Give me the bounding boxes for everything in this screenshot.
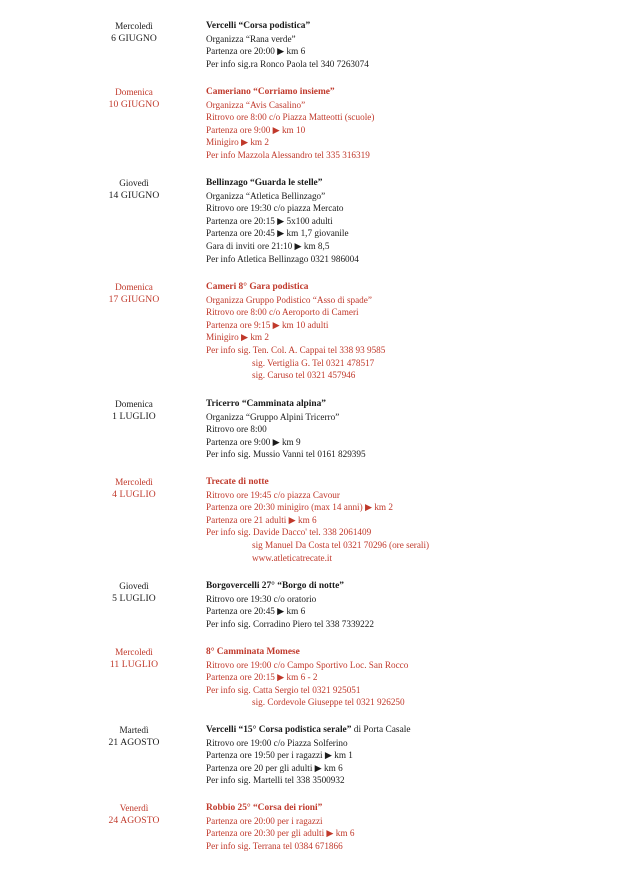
event-info-line: Ritrovo ore 19:00 c/o Campo Sportivo Loc. San Rocco <box>206 659 409 670</box>
event-details <box>206 476 606 564</box>
event-info-line: Per info sig. Mussio Vanni tel 0161 829395 <box>206 449 366 460</box>
event-title: Vercelli “Corsa podistica” <box>206 21 311 31</box>
event-info-line: Gara di inviti ore 21:10 ▶ km 8,5 <box>206 240 330 251</box>
event-info-line: Partenza ore 9:00 ▶ km 10 <box>206 124 306 135</box>
event-info-line: Partenza ore 20:00 per i ragazzi <box>206 815 323 826</box>
event-contact-line: sig Manuel Da Costa tel 0321 70296 (ore serali) <box>252 539 430 550</box>
event-weekday: Domenica <box>115 399 153 409</box>
event-details <box>206 86 606 162</box>
event-info-line: Per info Mazzola Alessandro tel 335 316319 <box>206 149 370 160</box>
event-info-line: Ritrovo ore 19:45 c/o piazza Cavour <box>206 489 340 500</box>
event-info-line: Partenza ore 20:45 ▶ km 1,7 giovanile <box>206 228 349 239</box>
event-day-month: 6 GIUGNO <box>111 32 157 44</box>
event-weekday: Venerdì <box>119 803 149 813</box>
event-details <box>206 177 606 265</box>
event-info-line: Ritrovo ore 19:00 c/o Piazza Solferino <box>206 737 348 748</box>
event-day-month: 1 LUGLIO <box>112 410 156 422</box>
event-info-line: Per info sig. Ten. Col. A. Cappai tel 338 93 9585 <box>206 344 386 355</box>
event-title: Cameriano “Corriamo insieme” <box>206 87 335 97</box>
event-contact-line: sig. Vertiglia G. Tel 0321 478517 <box>252 357 375 368</box>
event-weekday: Mercoledì <box>115 21 153 31</box>
event-title: Tricerro “Camminata alpina” <box>206 399 326 409</box>
event-day-month: 10 GIUGNO <box>108 98 160 110</box>
event-info-line: Partenza ore 21 adulti ▶ km 6 <box>206 514 317 525</box>
event-info-line: Partenza ore 20:45 ▶ km 6 <box>206 606 306 617</box>
event-info-line: Partenza ore 20:00 ▶ km 6 <box>206 46 306 57</box>
event-info-line: Partenza ore 9:00 ▶ km 9 <box>206 436 301 447</box>
event-date <box>80 281 188 306</box>
event-weekday: Mercoledì <box>115 647 153 657</box>
event-day-month: 21 AGOSTO <box>108 736 160 748</box>
event-contact-line: sig. Cordevole Giuseppe tel 0321 926250 <box>252 697 405 708</box>
event-title: Robbio 25° “Corsa dei rioni” <box>206 803 323 813</box>
event-info-line: Per info sig. Davide Dacco' tel. 338 2061409 <box>206 527 372 538</box>
event-info-line: Ritrovo ore 8:00 <box>206 424 267 435</box>
event-date <box>80 802 188 827</box>
event-info-line: Organizza “Avis Casalino” <box>206 99 306 110</box>
event-info-line: Partenza ore 20:30 minigiro (max 14 anni) ▶ km 2 <box>206 502 393 513</box>
event-title-main: Vercelli “15° Corsa podistica serale” <box>206 725 352 735</box>
event-info-line: Partenza ore 20:30 per gli adulti ▶ km 6 <box>206 828 355 839</box>
event-info-line: Per info sig. Catta Sergio tel 0321 925051 <box>206 684 361 695</box>
event-info-line: Partenza ore 20 per gli adulti ▶ km 6 <box>206 762 343 773</box>
event-website-link[interactable]: www.atleticatrecate.it <box>252 552 333 563</box>
event-info-line: Ritrovo ore 8:00 c/o Piazza Matteotti (scuole) <box>206 112 375 123</box>
event-info-line: Per info sig. Martelli tel 338 3500932 <box>206 775 345 786</box>
event-weekday: Domenica <box>115 282 153 292</box>
event-title: Borgovercelli 27° “Borgo di notte” <box>206 581 344 591</box>
event-date <box>80 20 188 45</box>
event-day-month: 24 AGOSTO <box>108 814 160 826</box>
event-date <box>80 398 188 423</box>
event-day-month: 5 LUGLIO <box>112 592 156 604</box>
event-info-line: Organizza “Gruppo Alpini Tricerro” <box>206 411 340 422</box>
event-info-line: Minigiro ▶ km 2 <box>206 332 269 343</box>
event-info-line: Ritrovo ore 8:00 c/o Aeroporto di Cameri <box>206 307 359 318</box>
event-date <box>80 177 188 202</box>
event-info-line: Per info sig. Corradino Piero tel 338 7339222 <box>206 618 374 629</box>
event-weekday: Domenica <box>115 87 153 97</box>
event-details <box>206 20 606 70</box>
event-info-line: Partenza ore 20:15 ▶ km 6 - 2 <box>206 672 318 683</box>
event-day-month: 14 GIUGNO <box>108 189 160 201</box>
event-info-line: Partenza ore 9:15 ▶ km 10 adulti <box>206 319 329 330</box>
event-details <box>206 802 606 852</box>
event-info-line: Organizza “Atletica Bellinzago” <box>206 190 326 201</box>
event-date <box>80 86 188 111</box>
event-date <box>80 646 188 671</box>
event-details <box>206 281 606 382</box>
event-day-month: 4 LUGLIO <box>112 488 156 500</box>
event-title: 8° Camminata Momese <box>206 647 300 657</box>
event-weekday: Giovedì <box>119 178 149 188</box>
event-title: Bellinzago “Guarda le stelle” <box>206 178 323 188</box>
event-date <box>80 724 188 749</box>
event-info-line: Organizza “Rana verde” <box>206 33 296 44</box>
event-info-line: Ritrovo ore 19:30 c/o piazza Mercato <box>206 203 344 214</box>
event-details <box>206 724 606 787</box>
event-info-line: Partenza ore 19:50 per i ragazzi ▶ km 1 <box>206 750 353 761</box>
event-info-line: Ritrovo ore 19:30 c/o oratorio <box>206 593 317 604</box>
event-day-month: 11 LUGLIO <box>109 658 159 670</box>
event-title: Cameri 8° Gara podistica <box>206 282 309 292</box>
event-details <box>206 580 606 630</box>
event-weekday: Giovedì <box>119 581 149 591</box>
event-details <box>206 398 606 461</box>
event-info-line: Organizza Gruppo Podistico “Asso di spade” <box>206 294 372 305</box>
event-details <box>206 646 606 709</box>
event-weekday: Mercoledì <box>115 477 153 487</box>
event-info-line: Per info sig. Terrana tel 0384 671866 <box>206 840 343 851</box>
event-date <box>80 580 188 605</box>
event-info-line: Partenza ore 20:15 ▶ 5x100 adulti <box>206 215 333 226</box>
event-contact-line: sig. Caruso tel 0321 457946 <box>252 370 356 381</box>
event-info-line: Per info Atletica Bellinzago 0321 986004 <box>206 253 359 264</box>
event-title <box>206 724 606 737</box>
event-title: Trecate di notte <box>206 477 269 487</box>
event-info-line: Minigiro ▶ km 2 <box>206 137 269 148</box>
event-day-month: 17 GIUGNO <box>108 293 160 305</box>
event-title-suffix: di Porta Casale <box>351 725 411 735</box>
event-weekday: Martedì <box>119 725 149 735</box>
event-info-line: Per info sig.ra Ronco Paola tel 340 7263074 <box>206 58 369 69</box>
event-date <box>80 476 188 501</box>
